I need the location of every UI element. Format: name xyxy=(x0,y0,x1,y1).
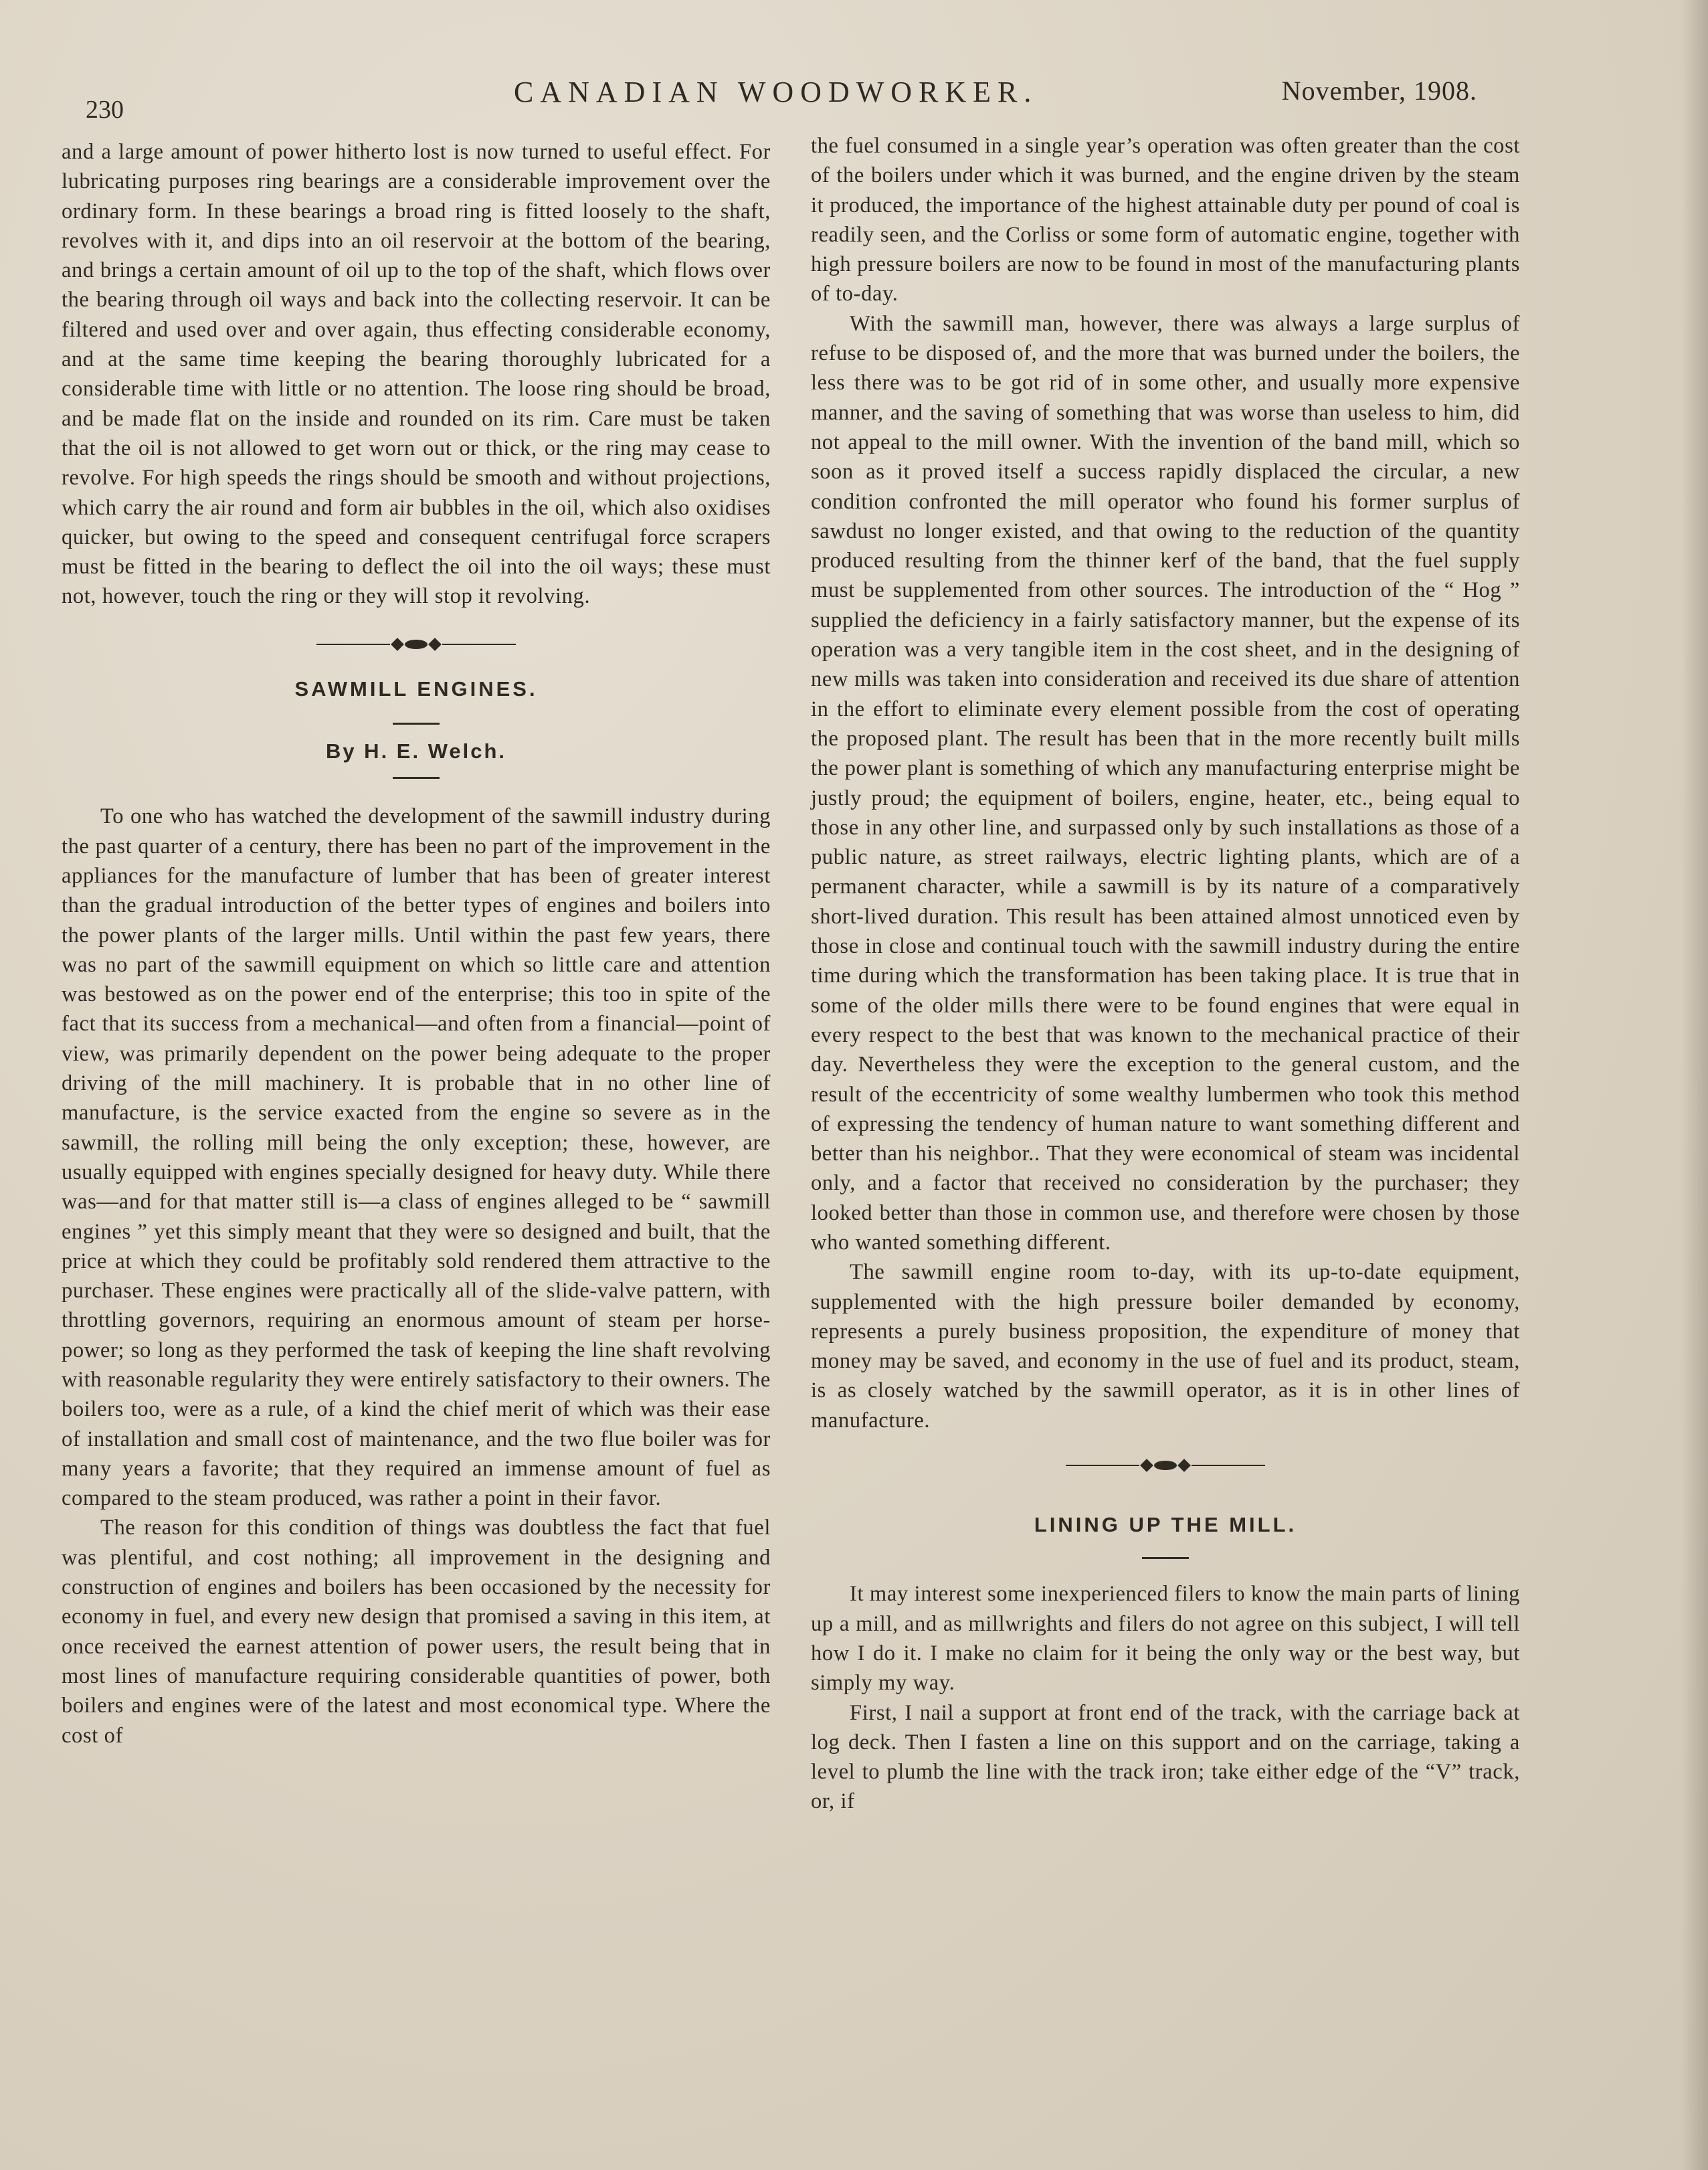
continued-paragraph: and a large amount of power hitherto lost is now turned to useful effect. For lubricating purposes ring bearings are a considerable improvement over the ordinary form. In these bearings a broad ring is fitted loosely to the shaft, revolves with it, and dips into an oil reservoir at the bottom of the bearing, and brings a certain amount of oil up to the top of the shaft, which flows over the bearing through oil ways and back into the collecting reservoir. It can be filtered and used over and over again, thus effecting considerable economy, and at the same time keeping the bearing thoroughly lubricated for a considerable time with little or no attention. The loose ring should be broad, and be made flat on the inside and rounded on its rim. Care must be taken that the oil is not allowed to get worn out or thick, or the ring may cease to revolve. For high speeds the rings should be smooth and without projections, which carry the air round and form air bubbles in the oil, which also oxidises quicker, but owing to the speed and consequent centrifugal force scrapers must be fitted in the bearing to deflect the oil into the oil ways; these must not, however, touch the ring or they will stop it revolving. xyxy=(62,140,771,609)
body-paragraph: The sawmill engine room to-day, with its up-to-date equipment, supplemented with the high pressure boiler demanded by economy, represents a purely business proposition, the expenditure of money that money may be saved, and economy in the use of fuel and its product, steam, is as closely watched by the sawmill operator, as it is in other lines of manufacture. xyxy=(811,1260,1520,1433)
byline: By H. E. Welch. xyxy=(325,739,507,763)
body-paragraph: To one who has watched the development of the sawmill industry during the past quarter of a century, there has been no part of the improvement in the appliances for the manufacture of lumber that has been of greater interest than the gradual introduction of the better types of engines and boilers into the power plants of the larger mills. Until within the past few years, there was no part of the sawmill equipment on which so little care and attention was bestowed as on the power end of the enterprise; this too in spite of the fact that its success from a mechanical—and often from a financial—point of view, was primarily dependent on the power being adequate to the proper driving of the mill machinery. It is probable that in no other line of manufacture, is the service exacted from the engine so severe as in the sawmill, the rolling mill being the only exception; these, however, are usually equipped with engines specially designed for heavy duty. While there was—and for that matter still is—a class of engines alleged to be “ sawmill engines ” yet this simply meant that they were so designed and built, that the price at which they could be profitably sold rendered them attractive to the purchaser. These engines were practically all of the slide-valve pattern, with throttling governors, requiring an enormous amount of steam per horse-power; so long as they performed the task of keeping the line shaft revolving with reasonable regularity they were entirely satisfactory to their owners. The boilers too, were as a rule, of a kind the chief merit of which was their ease of installation and small cost of maintenance, and the two flue boiler was for many years a favorite; that they required an immense amount of fuel as compared to the steam produced, was rather a point in their favor. xyxy=(62,804,771,1511)
right-column xyxy=(811,131,1520,1817)
page-number: 230 xyxy=(86,96,124,124)
page-header xyxy=(86,75,1477,128)
body-paragraph: the fuel consumed in a single year’s operation was often greater than the cost of the boilers under which it was burned, and the engine driven by the steam it produced, the importance of the highest attainable duty per pound of coal is readily seen, and the Corliss or some form of automatic engine, together with high pressure boilers are now to be found in most of the manufacturing plants of to-day. xyxy=(811,134,1520,306)
publication-title: CANADIAN WOODWORKER. xyxy=(514,76,1038,108)
section-divider-ornament xyxy=(62,634,771,654)
body-paragraph: It may interest some inexperienced filers to know the main parts of lining up a mill, and as millwrights and filers do not agree on this subject, I will tell how I do it. I make no claim for it being the only way or the best way, but simply my way. xyxy=(811,1582,1520,1696)
issue-date: November, 1908. xyxy=(1281,76,1477,106)
left-column xyxy=(62,137,771,1750)
body-paragraph: The reason for this condition of things was doubtless the fact that fuel was plentiful, and cost nothing; all improvement in the designing and construction of engines and boilers has been occasioned by the necessity for economy in fuel, and every new design that promised a saving in this item, at once received the earnest attention of power users, the result being that in most lines of manufacture requiring considerable quantities of power, both boilers and engines were of the latest and most economical type. Where the cost of xyxy=(62,1516,771,1748)
article-title-lining-up-the-mill: LINING UP THE MILL. xyxy=(1034,1513,1297,1537)
body-paragraph: With the sawmill man, however, there was always a large surplus of refuse to be disposed of, and the more that was burned under the boilers, the less there was to be got rid of in some other, and usually more expensive manner, and the saving of something that was worse than useless to him, did not appeal to the mill owner. With the invention of the band mill, which so soon as it proved itself a success rapidly displaced the circular, a new condition confronted the mill operator who found his former surplus of sawdust no longer existed, and that owing to the reduction of the quantity produced resulting from the thinner kerf of the band, that the fuel supply must be supplemented from other sources. The introduction of the “ Hog ” supplied the deficiency in a fairly satisfactory manner, but the expense of its operation was a very tangible item in the cost sheet, and in the designing of new mills was taken into consideration and received its due share of attention in the effort to eliminate every element possible from the cost of operating the proposed plant. The result has been that in the more recently built mills the power plant is something of which any manufacturing enterprise might be justly proud; the equipment of boilers, engine, heater, etc., being equal to those in any other line, and surpassed only by such installations as those of a public nature, as street railways, electric lighting plants, which are of a permanent character, while a sawmill is by its nature of a comparatively short-lived duration. This result has been attained almost unnoticed even by those in close and continual touch with the sawmill industry during the entire time during which the transformation has been taking place. It is true that in some of the older mills there were to be found engines that were equal in every respect to the best that was known to the mechanical practice of their day. Nevertheless they were the exception to the general custom, and the result of the eccentricity of some wealthy lumbermen who took this method of expressing the tendency of human nature to want something different and better than his neighbor.. That they were economical of steam was incidental only, and a factor that received no consideration by the purchaser; they looked better than those in common use, and therefore were chosen by those who wanted something different. xyxy=(811,311,1520,1255)
article-title-sawmill-engines: SAWMILL ENGINES. xyxy=(294,676,538,701)
body-paragraph: First, I nail a support at front end of the track, with the carriage back at log deck. Then I fasten a line on this support and on the carriage, taking a level to plumb the line with the track iron; take either edge of the “V” track, or, if xyxy=(811,1700,1520,1814)
section-divider-ornament xyxy=(811,1455,1520,1475)
